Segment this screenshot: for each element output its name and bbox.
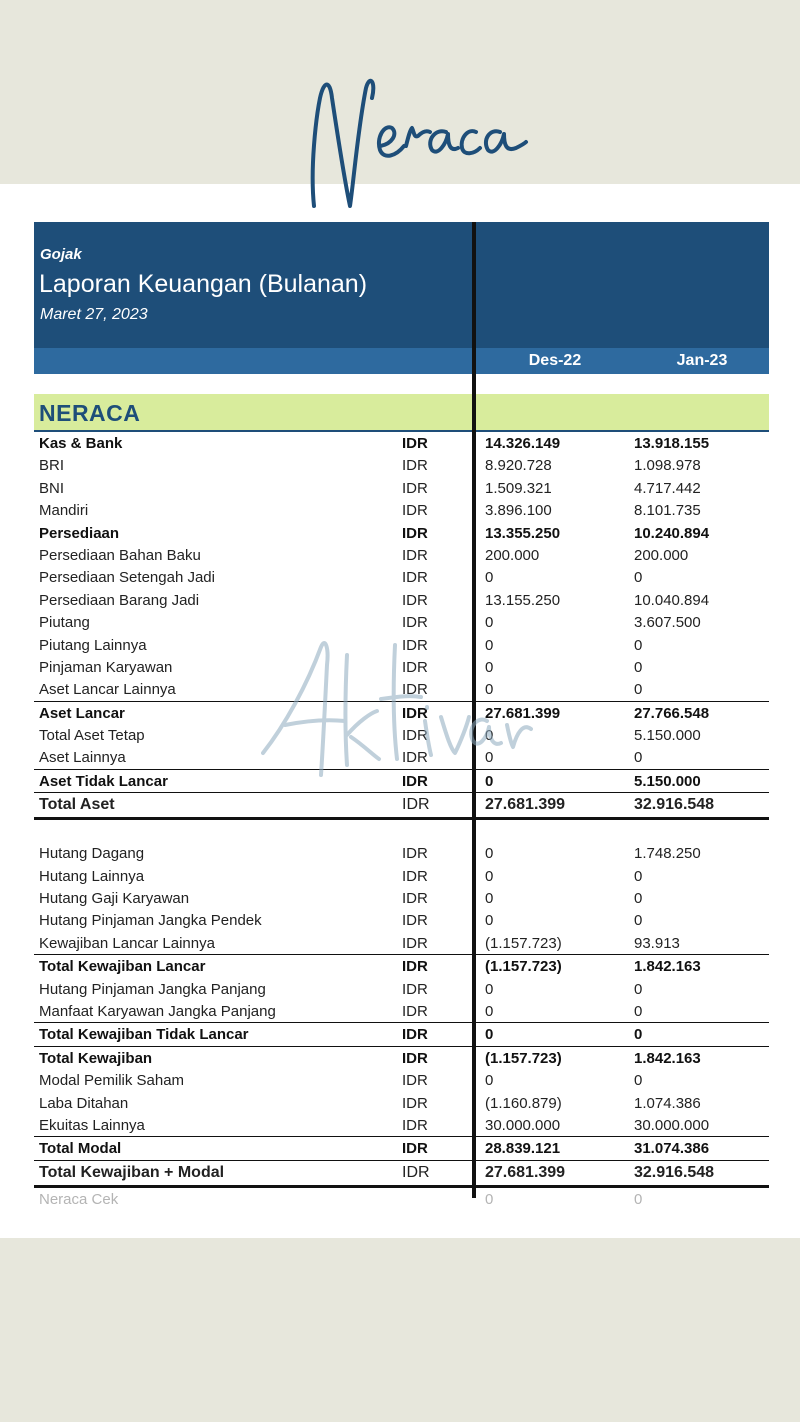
table-row: [34, 746, 769, 768]
row-value-jan23: 32.916.548: [634, 796, 715, 814]
row-value-jan23: 93.913: [634, 934, 680, 952]
row-currency: IDR: [402, 1002, 428, 1020]
row-label: Hutang Pinjaman Jangka Panjang: [39, 980, 266, 998]
row-spacer: [34, 820, 769, 842]
row-value-jan23: 1.842.163: [634, 1049, 701, 1067]
row-label: Kas & Bank: [39, 435, 123, 452]
row-value-jan23: 31.074.386: [634, 1140, 710, 1158]
row-value-jan23: 1.074.386: [634, 1094, 701, 1112]
row-label: BRI: [39, 457, 65, 475]
row-value-des22: 0: [485, 1072, 494, 1090]
row-label: Ekuitas Lainnya: [39, 1116, 145, 1134]
table-row: [34, 678, 769, 700]
row-value-des22: (1.157.723): [485, 958, 562, 976]
row-value-des22: 0: [485, 980, 494, 998]
table-row: [34, 499, 769, 521]
table-row: [34, 1000, 769, 1022]
row-value-jan23: 0: [634, 1026, 643, 1044]
table-row: [34, 1046, 769, 1069]
row-label: Aset Lancar: [39, 704, 125, 722]
row-value-jan23: 0: [634, 890, 643, 908]
table-row: [34, 634, 769, 656]
row-currency: IDR: [402, 890, 428, 908]
row-label: Hutang Lainnya: [39, 867, 145, 885]
row-value-jan23: 0: [634, 636, 643, 654]
row-value-jan23: 5.150.000: [634, 727, 701, 745]
row-value-jan23: 0: [634, 1072, 643, 1090]
row-value-des22: 0: [485, 681, 494, 699]
row-label: Aset Tidak Lancar: [39, 772, 168, 790]
row-value-jan23: 4.717.442: [634, 479, 701, 497]
column-header-des22: Des-22: [528, 352, 582, 369]
row-value-des22: 0: [485, 569, 494, 587]
row-currency: IDR: [402, 772, 428, 790]
row-label: Pinjaman Karyawan: [39, 658, 173, 676]
table-row-total-aset: [34, 792, 769, 820]
row-currency: IDR: [402, 912, 428, 930]
row-value-jan23: 0: [634, 681, 643, 699]
row-label: Mandiri: [39, 502, 89, 520]
row-currency: IDR: [402, 1140, 428, 1158]
row-value-des22: 0: [485, 890, 494, 908]
row-value-des22: 3.896.100: [485, 502, 552, 520]
row-label: Total Kewajiban + Modal: [39, 1163, 225, 1181]
row-currency: IDR: [402, 502, 428, 520]
table-row: [34, 978, 769, 1000]
table-row: [34, 1022, 769, 1045]
row-label: Piutang Lainnya: [39, 636, 147, 654]
table-row: [34, 477, 769, 499]
row-label: Total Kewajiban Tidak Lancar: [39, 1026, 249, 1044]
table-row: [34, 1069, 769, 1091]
section-title: NERACA: [39, 400, 141, 426]
row-value-jan23: 13.918.155: [634, 435, 710, 452]
row-value-jan23: 0: [634, 658, 643, 676]
company-name: Gojak: [40, 246, 82, 263]
row-label: Aset Lainnya: [39, 749, 126, 767]
row-currency: IDR: [402, 727, 428, 745]
row-value-jan23: 0: [634, 1190, 643, 1208]
row-label: Total Aset Tetap: [39, 727, 145, 745]
table-row: [34, 887, 769, 909]
row-currency: IDR: [402, 845, 428, 863]
balance-rows: [34, 432, 769, 1210]
table-row: [34, 909, 769, 931]
row-label: Persediaan Barang Jadi: [39, 591, 200, 609]
row-value-des22: (1.157.723): [485, 1049, 562, 1067]
row-value-jan23: 0: [634, 867, 643, 885]
row-currency: IDR: [402, 435, 428, 452]
table-row-neraca-cek: [34, 1188, 769, 1210]
row-currency: IDR: [402, 749, 428, 767]
row-currency: IDR: [402, 591, 428, 609]
table-row-total-kewajiban-modal: [34, 1160, 769, 1188]
row-currency: IDR: [402, 980, 428, 998]
row-value-des22: 0: [485, 912, 494, 930]
row-value-jan23: 0: [634, 749, 643, 767]
row-label: Total Aset: [39, 796, 115, 814]
row-value-jan23: 30.000.000: [634, 1116, 710, 1134]
row-label: Piutang: [39, 614, 90, 632]
row-value-jan23: 0: [634, 1002, 643, 1020]
row-label: BNI: [39, 479, 65, 497]
row-currency: IDR: [402, 546, 428, 564]
row-label: Persediaan Setengah Jadi: [39, 569, 215, 587]
row-value-jan23: 8.101.735: [634, 502, 701, 520]
row-value-jan23: 1.748.250: [634, 845, 701, 863]
row-currency: IDR: [402, 681, 428, 699]
row-value-des22: 0: [485, 727, 494, 745]
table-row: [34, 954, 769, 977]
row-label: Kewajiban Lancar Lainnya: [39, 934, 215, 952]
row-label: Neraca Cek: [39, 1190, 119, 1208]
row-label: Persediaan Bahan Baku: [39, 546, 201, 564]
row-label: Total Kewajiban: [39, 1049, 153, 1067]
row-value-des22: 13.355.250: [485, 524, 561, 542]
row-value-jan23: 1.098.978: [634, 457, 701, 475]
balance-sheet: [34, 222, 769, 1210]
report-date: Maret 27, 2023: [40, 306, 148, 323]
row-label: Laba Ditahan: [39, 1094, 129, 1112]
row-currency: IDR: [402, 636, 428, 654]
table-row: [34, 589, 769, 611]
row-value-des22: 13.155.250: [485, 591, 561, 609]
row-currency: IDR: [402, 1116, 428, 1134]
row-value-des22: 8.920.728: [485, 457, 552, 475]
row-label: Hutang Gaji Karyawan: [39, 890, 190, 908]
table-row: [34, 724, 769, 746]
row-value-jan23: 0: [634, 912, 643, 930]
table-row: [34, 544, 769, 566]
script-title-neraca: [300, 58, 530, 218]
section-title-bar: [34, 394, 769, 432]
table-row: [34, 454, 769, 476]
row-value-jan23: 200.000: [634, 546, 689, 564]
row-currency: IDR: [402, 569, 428, 587]
row-value-des22: 0: [485, 614, 494, 632]
row-value-des22: 0: [485, 1026, 494, 1044]
row-value-des22: 0: [485, 1002, 494, 1020]
row-value-jan23: 0: [634, 980, 643, 998]
row-value-jan23: 1.842.163: [634, 958, 701, 976]
table-row: [34, 701, 769, 724]
table-row: [34, 842, 769, 864]
row-currency: IDR: [402, 1049, 428, 1067]
row-value-des22: 0: [485, 658, 494, 676]
table-row: [34, 865, 769, 887]
row-value-jan23: 10.040.894: [634, 591, 710, 609]
row-value-des22: 0: [485, 772, 494, 790]
row-value-des22: 0: [485, 867, 494, 885]
column-header-jan23: Jan-23: [676, 352, 728, 369]
table-row: [34, 432, 769, 454]
row-currency: IDR: [402, 1026, 428, 1044]
row-currency: IDR: [402, 796, 430, 814]
row-value-des22: 0: [485, 749, 494, 767]
report-header: [34, 222, 769, 348]
row-label: Hutang Pinjaman Jangka Pendek: [39, 912, 262, 930]
table-row: [34, 1136, 769, 1159]
table-row: [34, 1092, 769, 1114]
row-label: Total Modal: [39, 1140, 122, 1158]
row-label: Manfaat Karyawan Jangka Panjang: [39, 1002, 276, 1020]
row-currency: IDR: [402, 524, 428, 542]
row-label: Persediaan: [39, 524, 120, 542]
row-currency: IDR: [402, 934, 428, 952]
table-row: [34, 656, 769, 678]
table-row: [34, 932, 769, 954]
row-currency: IDR: [402, 457, 428, 475]
row-currency: IDR: [402, 614, 428, 632]
row-value-des22: 14.326.149: [485, 435, 561, 452]
row-currency: IDR: [402, 658, 428, 676]
row-value-des22: 27.681.399: [485, 1163, 566, 1181]
row-label: Hutang Dagang: [39, 845, 145, 863]
column-divider: [472, 222, 476, 1198]
table-row: [34, 611, 769, 633]
column-header-bar: [34, 348, 769, 374]
row-currency: IDR: [402, 867, 428, 885]
bottom-background-band: [0, 1238, 800, 1422]
row-value-des22: 27.681.399: [485, 704, 561, 722]
row-value-des22: 0: [485, 636, 494, 654]
row-currency: IDR: [402, 1094, 428, 1112]
row-value-jan23: 10.240.894: [634, 524, 710, 542]
row-currency: IDR: [402, 479, 428, 497]
row-currency: IDR: [402, 704, 428, 722]
table-row: [34, 1114, 769, 1136]
row-value-jan23: 0: [634, 569, 643, 587]
table-row: [34, 522, 769, 544]
row-value-jan23: 3.607.500: [634, 614, 701, 632]
row-value-jan23: 27.766.548: [634, 704, 710, 722]
row-value-des22: 0: [485, 1190, 494, 1208]
row-currency: IDR: [402, 1072, 428, 1090]
row-value-des22: (1.157.723): [485, 934, 562, 952]
row-currency: IDR: [402, 958, 428, 976]
row-label: Modal Pemilik Saham: [39, 1072, 185, 1090]
row-value-des22: 1.509.321: [485, 479, 552, 497]
row-currency: IDR: [402, 1163, 430, 1181]
report-title: Laporan Keuangan (Bulanan): [39, 270, 368, 298]
row-value-des22: 28.839.121: [485, 1140, 561, 1158]
row-value-jan23: 32.916.548: [634, 1163, 715, 1181]
row-value-des22: 27.681.399: [485, 796, 566, 814]
row-value-des22: (1.160.879): [485, 1094, 562, 1112]
table-row: [34, 566, 769, 588]
row-value-des22: 0: [485, 845, 494, 863]
row-label: Aset Lancar Lainnya: [39, 681, 176, 699]
row-value-jan23: 5.150.000: [634, 772, 701, 790]
table-row: [34, 769, 769, 792]
row-value-des22: 30.000.000: [485, 1116, 561, 1134]
row-label: Total Kewajiban Lancar: [39, 958, 206, 976]
row-value-des22: 200.000: [485, 546, 540, 564]
